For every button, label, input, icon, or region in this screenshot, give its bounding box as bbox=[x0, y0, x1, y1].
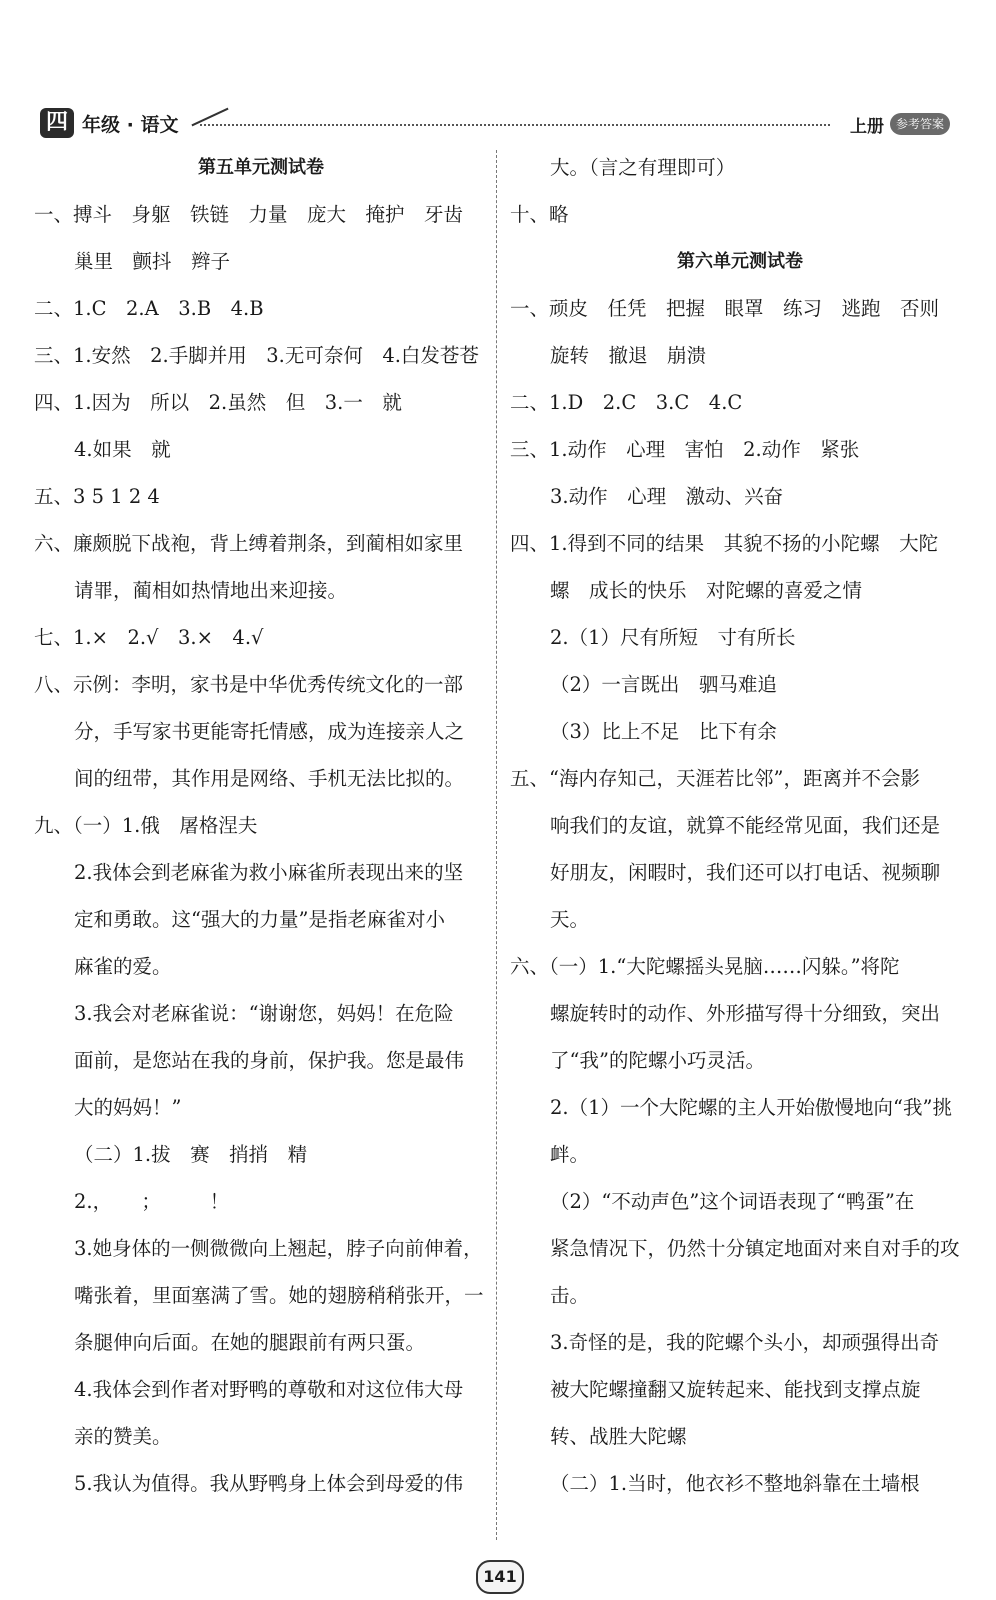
grade-badge: 四 bbox=[40, 108, 74, 138]
answer-line: （3）比上不足 比下有余 bbox=[550, 720, 777, 743]
answer-line: 五、“海内存知己，天涯若比邻”，距离并不会影 bbox=[510, 767, 920, 790]
answer-line: 八、示例：李明，家书是中华优秀传统文化的一部 bbox=[34, 673, 464, 696]
page-header bbox=[40, 104, 970, 140]
answer-line: 紧急情况下，仍然十分镇定地面对来自对手的攻 bbox=[550, 1237, 960, 1260]
answer-line: 3.我会对老麻雀说：“谢谢您，妈妈！在危险 bbox=[74, 1002, 454, 1025]
answer-line: 十、略 bbox=[510, 203, 569, 226]
answer-line: 亲的赞美。 bbox=[74, 1425, 172, 1448]
column-divider bbox=[496, 150, 497, 1540]
answer-line: 转、战胜大陀螺 bbox=[550, 1425, 687, 1448]
answer-line: 六、（一）1.“大陀螺摇头晃脑……闪躲。”将陀 bbox=[510, 955, 900, 978]
answer-line: 七、1.× 2.√ 3.× 4.√ bbox=[34, 626, 264, 649]
answer-line: 面前，是您站在我的身前，保护我。您是最伟 bbox=[74, 1049, 465, 1072]
answer-line: 2.（1）一个大陀螺的主人开始傲慢地向“我”挑 bbox=[550, 1096, 952, 1119]
right-column bbox=[510, 144, 970, 1507]
answer-line: （二）1.拔 赛 捎捎 精 bbox=[74, 1143, 308, 1166]
answer-line: 2.我体会到老麻雀为救小麻雀所表现出来的坚 bbox=[74, 861, 464, 884]
section-title: 第五单元测试卷 bbox=[198, 157, 324, 178]
answer-line: 4.如果 就 bbox=[74, 438, 171, 461]
answer-line: 分，手写家书更能寄托情感，成为连接亲人之 bbox=[74, 720, 465, 743]
answer-line: 条腿伸向后面。在她的腿跟前有两只蛋。 bbox=[74, 1331, 426, 1354]
answer-line: （2）“不动声色”这个词语表现了“鸭蛋”在 bbox=[550, 1190, 915, 1213]
answer-line: 麻雀的爱。 bbox=[74, 955, 172, 978]
answer-line: 一、顽皮 任凭 把握 眼罩 练习 逃跑 否则 bbox=[510, 297, 940, 320]
answer-line: 2.（1）尺有所短 寸有所长 bbox=[550, 626, 796, 649]
answer-line: 一、搏斗 身躯 铁链 力量 庞大 掩护 牙齿 bbox=[34, 203, 464, 226]
answer-line: 击。 bbox=[550, 1284, 590, 1307]
answer-line: 响我们的友谊，就算不能经常见面，我们还是 bbox=[550, 814, 941, 837]
answer-line: 螺 成长的快乐 对陀螺的喜爱之情 bbox=[550, 579, 863, 602]
answer-line: 5.我认为值得。我从野鸭身上体会到母爱的伟 bbox=[74, 1472, 464, 1495]
answer-line: （2）一言既出 驷马难追 bbox=[550, 673, 777, 696]
answer-line: 衅。 bbox=[550, 1143, 590, 1166]
answer-line: 二、1.D 2.C 3.C 4.C bbox=[510, 391, 743, 414]
answer-line: 天。 bbox=[550, 908, 590, 931]
answer-line: 定和勇敢。这“强大的力量”是指老麻雀对小 bbox=[74, 908, 445, 931]
answer-line: 3.动作 心理 激动、兴奋 bbox=[550, 485, 784, 508]
answer-line: 嘴张着，里面塞满了雪。她的翅膀稍稍张开，一 bbox=[74, 1284, 484, 1307]
answer-line: 三、1.安然 2.手脚并用 3.无可奈何 4.白发苍苍 bbox=[34, 344, 479, 367]
answer-line: 了“我”的陀螺小巧灵活。 bbox=[550, 1049, 765, 1072]
answer-line: （二）1.当时，他衣衫不整地斜靠在土墙根 bbox=[550, 1472, 920, 1495]
header-rule bbox=[200, 124, 830, 126]
page-number: 141 bbox=[476, 1560, 524, 1594]
answer-line: 请罪，蔺相如热情地出来迎接。 bbox=[74, 579, 348, 602]
answer-badge: 参考答案 bbox=[890, 113, 950, 135]
answer-line: 3.奇怪的是，我的陀螺个头小，却顽强得出奇 bbox=[550, 1331, 940, 1354]
answer-line: 被大陀螺撞翻又旋转起来、能找到支撑点旋 bbox=[550, 1378, 921, 1401]
answer-line: 2.， ； ！ bbox=[74, 1190, 230, 1213]
answer-line: 间的纽带，其作用是网络、手机无法比拟的。 bbox=[74, 767, 465, 790]
volume-label: 上册 bbox=[850, 117, 884, 137]
answer-line: 大。（言之有理即可） bbox=[550, 156, 736, 179]
answer-line: 大的妈妈！” bbox=[74, 1096, 182, 1119]
answer-line: 螺旋转时的动作、外形描写得十分细致，突出 bbox=[550, 1002, 941, 1025]
answer-line: 旋转 撤退 崩溃 bbox=[550, 344, 707, 367]
grade-subject: 年级 · 语文 bbox=[82, 114, 179, 136]
answer-line: 九、（一）1.俄 屠格涅夫 bbox=[34, 814, 258, 837]
answer-line: 三、1.动作 心理 害怕 2.动作 紧张 bbox=[510, 438, 860, 461]
answer-line: 4.我体会到作者对野鸭的尊敬和对这位伟大母 bbox=[74, 1378, 464, 1401]
answer-line: 二、1.C 2.A 3.B 4.B bbox=[34, 297, 264, 320]
answer-line: 四、1.得到不同的结果 其貌不扬的小陀螺 大陀 bbox=[510, 532, 939, 555]
answer-line: 四、1.因为 所以 2.虽然 但 3.一 就 bbox=[34, 391, 402, 414]
answer-line: 好朋友，闲暇时，我们还可以打电话、视频聊 bbox=[550, 861, 941, 884]
section-title: 第六单元测试卷 bbox=[677, 251, 803, 272]
left-column bbox=[34, 144, 488, 1507]
answer-line: 六、廉颇脱下战袍，背上缚着荆条，到蔺相如家里 bbox=[34, 532, 464, 555]
answer-line: 五、3 5 1 2 4 bbox=[34, 485, 160, 508]
answer-line: 巢里 颤抖 辫子 bbox=[74, 250, 231, 273]
answer-line: 3.她身体的一侧微微向上翘起，脖子向前伸着， bbox=[74, 1237, 483, 1260]
